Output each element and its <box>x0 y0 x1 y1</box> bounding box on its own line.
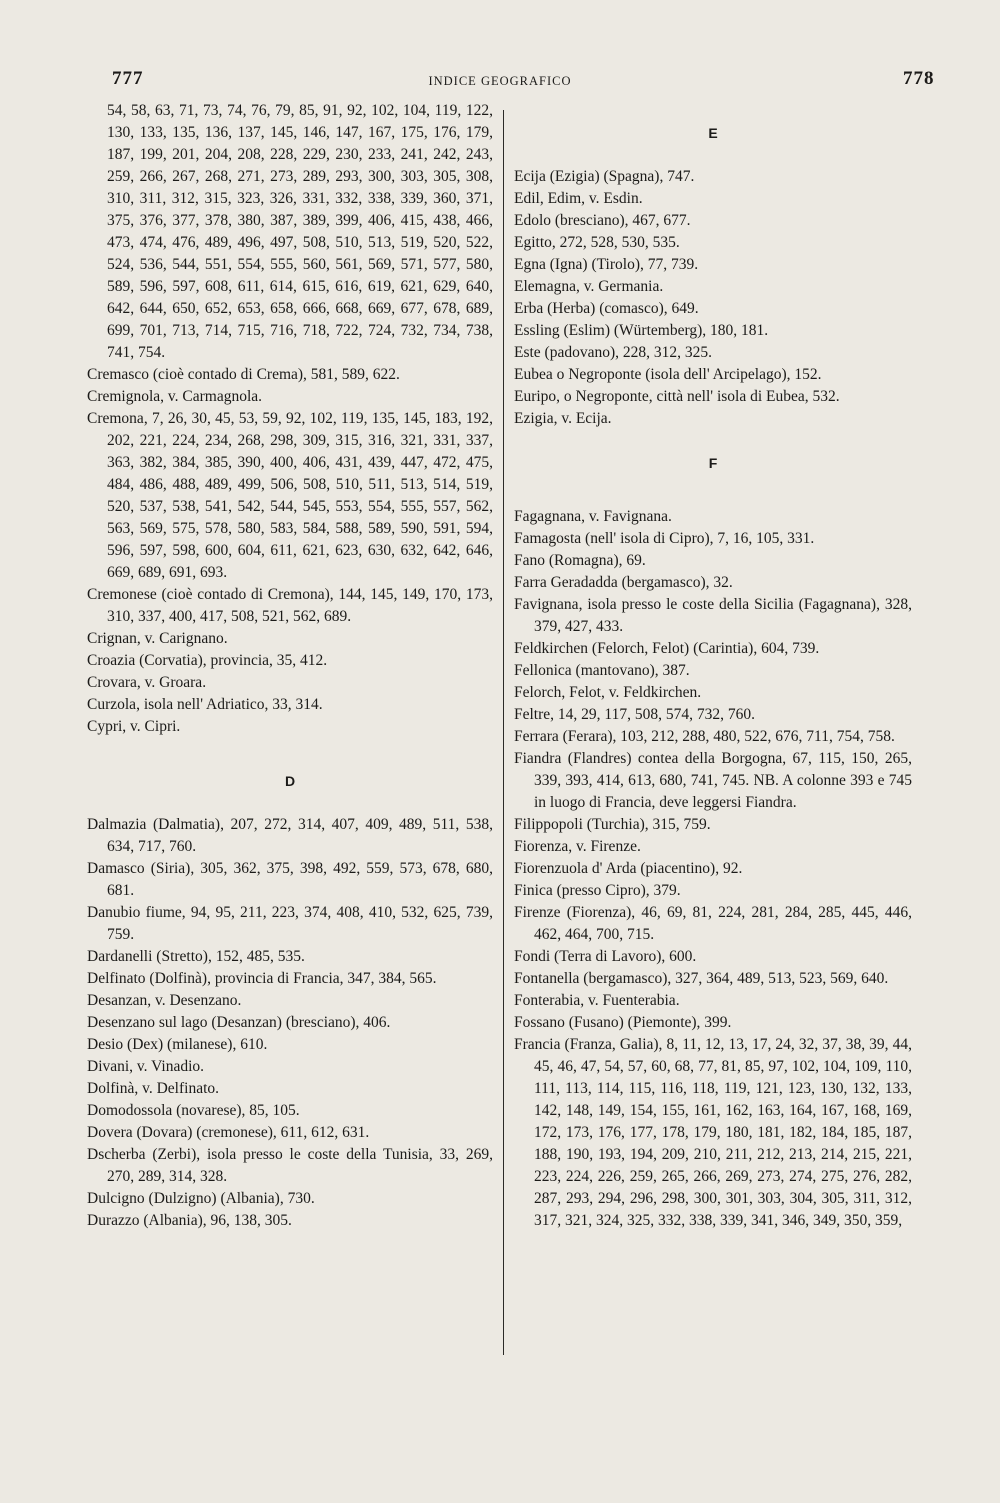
index-entry: Cremasco (cioè contado di Crema), 581, 589, 622. <box>87 366 400 383</box>
page-number-left: 777 <box>112 68 144 89</box>
index-entry: Egna (Igna) (Tirolo), 77, 739. <box>514 256 699 273</box>
index-entry: Firenze (Fiorenza), 46, 69, 81, 224, 281, 284, 285, 445, 446, 462, 464, 700, 715. <box>514 904 912 943</box>
index-entry: Fellonica (mantovano), 387. <box>514 662 690 679</box>
index-entry: Croazia (Corvatia), provincia, 35, 412. <box>87 652 328 669</box>
index-entry: Egitto, 272, 528, 530, 535. <box>514 234 680 251</box>
index-entry: Dolfinà, v. Delfinato. <box>87 1080 219 1097</box>
index-entry: Fagagnana, v. Favignana. <box>514 508 672 525</box>
index-entry: Ferrara (Ferara), 103, 212, 288, 480, 522, 676, 711, 754, 758. <box>514 728 895 745</box>
index-entry: Danubio fiume, 94, 95, 211, 223, 374, 408, 410, 532, 625, 739, 759. <box>87 904 493 943</box>
index-entry: Cremignola, v. Carmagnola. <box>87 388 263 405</box>
index-entry: Curzola, isola nell' Adriatico, 33, 314. <box>87 696 323 713</box>
index-entry: Feldkirchen (Felorch, Felot) (Carintia), 604, 739. <box>514 640 820 657</box>
section-gap <box>87 738 493 770</box>
index-entry: Fondi (Terra di Lavoro), 600. <box>514 948 697 965</box>
index-entry: Damasco (Siria), 305, 362, 375, 398, 492, 559, 573, 678, 680, 681. <box>87 860 493 899</box>
index-entry: Fonterabia, v. Fuenterabia. <box>514 992 680 1009</box>
index-entry: Elemagna, v. Germania. <box>514 278 664 295</box>
index-entry: Durazzo (Albania), 96, 138, 305. <box>87 1212 292 1229</box>
index-entry: Ecija (Ezigia) (Spagna), 747. <box>514 168 695 185</box>
index-entry: Fossano (Fusano) (Piemonte), 399. <box>514 1014 732 1031</box>
index-entry: Fiorenzuola d' Arda (piacentino), 92. <box>514 860 743 877</box>
index-entry: Euripo, o Negroponte, città nell' isola di Eubea, 532. <box>514 388 840 405</box>
index-entry: Cremona, 7, 26, 30, 45, 53, 59, 92, 102, 119, 135, 145, 183, 192, 202, 221, 224, 234, 268, 298, 309, 315, 316, 321, 331, 337, 363, 382, 384, 385, 390, 400, 406, 431, 439, 447, 472, 475, 484, 486, 488, 489, 499, 506, 508, 510, 511, 513, 514, 519, 520, 537, 538, 541, 542, 544, 545, 553, 554, 555, 557, 562, 563, 569, 575, 578, 580, 583, 584, 588, 589, 590, 591, 594, 596, 597, 598, 600, 604, 611, 621, 623, 630, 632, 642, 646, 669, 689, 691, 693. <box>87 410 493 581</box>
index-entry: Este (padovano), 228, 312, 325. <box>514 344 713 361</box>
index-entry: Cypri, v. Cipri. <box>87 718 181 735</box>
index-entry: Dardanelli (Stretto), 152, 485, 535. <box>87 948 305 965</box>
section-gap <box>514 144 912 166</box>
index-entry: Fiorenza, v. Firenze. <box>514 838 641 855</box>
index-entry: Fano (Romagna), 69. <box>514 552 646 569</box>
index-entry: Ezigia, v. Ecija. <box>514 410 612 427</box>
section-gap <box>87 792 493 814</box>
section-letter-e: E <box>708 125 718 141</box>
index-entry: Dovera (Dovara) (cremonese), 611, 612, 631. <box>87 1124 370 1141</box>
running-header <box>0 68 1000 98</box>
left-column <box>87 100 493 1232</box>
section-gap <box>514 430 912 452</box>
index-entry: Favignana, isola presso le coste della Sicilia (Fagagnana), 328, 379, 427, 433. <box>514 596 912 635</box>
index-entry: Crovara, v. Groara. <box>87 674 207 691</box>
index-entry: Filippopoli (Turchia), 315, 759. <box>514 816 711 833</box>
index-entry: Erba (Herba) (comasco), 649. <box>514 300 699 317</box>
index-entry: Francia (Franza, Galia), 8, 11, 12, 13, 17, 24, 32, 37, 38, 39, 44, 45, 46, 47, 54, 57, 60, 68, 77, 81, 85, 97, 102, 104, 109, 110, 111, 113, 114, 115, 116, 118, 119, 121, 123, 130, 132, 133, 142, 148, 149, 154, 155, 161, 162, 163, 164, 167, 168, 169, 172, 173, 176, 177, 178, 179, 180, 181, 182, 184, 185, 187, 188, 190, 193, 194, 209, 210, 211, 212, 213, 214, 215, 221, 223, 224, 226, 259, 265, 266, 269, 273, 274, 275, 276, 282, 287, 293, 294, 296, 298, 300, 301, 303, 304, 305, 311, 312, 317, 321, 324, 325, 332, 338, 339, 341, 346, 349, 350, 359, <box>514 1036 912 1229</box>
index-entry: Edolo (bresciano), 467, 677. <box>514 212 691 229</box>
index-entry: Domodossola (novarese), 85, 105. <box>87 1102 300 1119</box>
index-entry: Divani, v. Vinadio. <box>87 1058 205 1075</box>
index-entry: Desio (Dex) (milanese), 610. <box>87 1036 268 1053</box>
index-entry: Dscherba (Zerbi), isola presso le coste della Tunisia, 33, 269, 270, 289, 314, 328. <box>87 1146 493 1185</box>
index-entry: Delfinato (Dolfinà), provincia di Francia, 347, 384, 565. <box>87 970 437 987</box>
section-gap <box>514 100 912 122</box>
index-entry: Edil, Edim, v. Esdin. <box>514 190 643 207</box>
index-entry: Felorch, Felot, v. Feldkirchen. <box>514 684 702 701</box>
index-entry: Feltre, 14, 29, 117, 508, 574, 732, 760. <box>514 706 755 723</box>
index-entry: Dulcigno (Dulzigno) (Albania), 730. <box>87 1190 315 1207</box>
column-divider <box>503 110 504 1355</box>
index-entry: Finica (presso Cipro), 379. <box>514 882 681 899</box>
right-column <box>514 100 912 1232</box>
continued-entry: 54, 58, 63, 71, 73, 74, 76, 79, 85, 91, 92, 102, 104, 119, 122, 130, 133, 135, 136, 137, 145, 146, 147, 167, 175, 176, 179, 187, 199, 201, 204, 208, 228, 229, 230, 233, 241, 242, 243, 259, 266, 267, 268, 271, 273, 289, 293, 300, 303, 305, 308, 310, 311, 312, 315, 323, 326, 331, 332, 338, 339, 360, 371, 375, 376, 377, 378, 380, 387, 389, 399, 406, 415, 438, 466, 473, 474, 476, 489, 496, 497, 508, 510, 513, 519, 520, 522, 524, 536, 544, 551, 554, 555, 560, 561, 569, 571, 577, 580, 589, 596, 597, 608, 611, 614, 615, 616, 619, 621, 629, 640, 642, 644, 650, 652, 653, 658, 666, 668, 669, 677, 678, 689, 699, 701, 713, 714, 715, 716, 718, 722, 724, 732, 734, 738, 741, 754. <box>107 102 493 361</box>
section-letter-d: D <box>284 773 296 789</box>
index-entry: Crignan, v. Carignano. <box>87 630 228 647</box>
index-entry: Fontanella (bergamasco), 327, 364, 489, 513, 523, 569, 640. <box>514 970 889 987</box>
index-entry: Essling (Eslim) (Würtemberg), 180, 181. <box>514 322 769 339</box>
index-entry: Desanzan, v. Desenzano. <box>87 992 242 1009</box>
index-entry: Farra Geradadda (bergamasco), 32. <box>514 574 733 591</box>
index-entry: Desenzano sul lago (Desanzan) (bresciano), 406. <box>87 1014 391 1031</box>
index-entry: Dalmazia (Dalmatia), 207, 272, 314, 407, 409, 489, 511, 538, 634, 717, 760. <box>87 816 493 855</box>
running-title: INDICE GEOGRAFICO <box>428 74 572 88</box>
section-gap <box>514 474 912 506</box>
page-number-right: 778 <box>903 68 935 89</box>
index-entry: Famagosta (nell' isola di Cipro), 7, 16, 105, 331. <box>514 530 815 547</box>
section-letter-f: F <box>708 455 718 471</box>
index-entry: Eubea o Negroponte (isola dell' Arcipelago), 152. <box>514 366 822 383</box>
index-entry: Fiandra (Flandres) contea della Borgogna, 67, 115, 150, 265, 339, 393, 414, 613, 680, 741, 745. NB. A colonne 393 e 745 in luogo di Francia, deve leggersi Fiandra. <box>514 750 912 811</box>
index-entry: Cremonese (cioè contado di Cremona), 144, 145, 149, 170, 173, 310, 337, 400, 417, 508, 521, 562, 689. <box>87 586 493 625</box>
